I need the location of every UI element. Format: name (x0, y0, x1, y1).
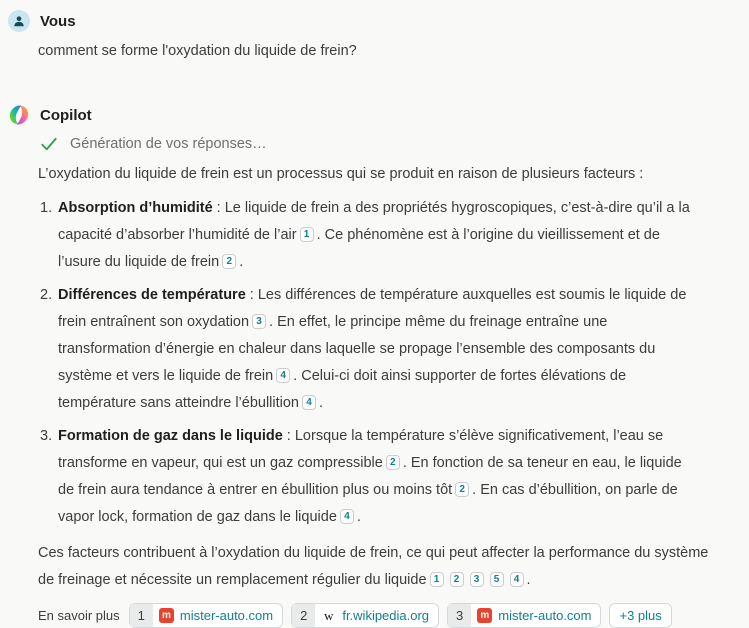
more-sources-chip[interactable] (609, 603, 671, 628)
citation-marker[interactable]: 2 (386, 455, 400, 470)
citation-marker[interactable]: 5 (490, 572, 504, 587)
list-item-number: 2. (40, 287, 53, 303)
citation-marker[interactable]: 3 (470, 572, 484, 587)
status-text: Génération de vos réponses… (70, 136, 267, 152)
source-chip[interactable] (129, 603, 283, 628)
citation-marker[interactable]: 1 (430, 572, 444, 587)
list-item-title: Formation de gaz dans le liquide (58, 428, 283, 444)
source-domain: fr.wikipedia.org (342, 608, 430, 623)
list-item: 3. Formation de gaz dans le liquide : Lorsque la température s’élève significativement, l’eau se transforme en vapeur, qui est un gaz compressible 2 . En fonction de sa teneur en eau, le liquide de frein aura tendance à entrer en ébullition plus ou moins tôt 2 . En cas d’ébullition, on parle de vapor lock, formation de gaz dans le liquide 4 . (38, 423, 695, 531)
user-avatar (8, 10, 30, 32)
check-icon (40, 135, 58, 153)
citation-marker[interactable]: 4 (302, 395, 316, 410)
answer-conclusion: Ces facteurs contribuent à l’oxydation du liquide de frein, ce qui peut affecter la performance du système de freinage et nécessite un remplacement régulier du liquide 1 2 3 5 4 . (38, 545, 709, 588)
source-number: 3 (448, 604, 471, 627)
mister-auto-favicon-icon: m (159, 608, 174, 623)
person-icon (12, 14, 26, 28)
list-item-title: Absorption d’humidité (58, 200, 213, 216)
citation-marker[interactable]: 4 (276, 368, 290, 383)
list-item: 2. Différences de température : Les différences de température auxquelles est soumis le liquide de frein entraînent son oxydation 3 . En effet, le principe même du freinage entraîne une transformation d’énergie en chaleur dans laquelle se propage l’ensemble des composants du système et vers le liquide de frein 4 . Celui-ci doit ainsi supporter de fortes élévations de température sans atteindre l’ébullition 4 . (38, 282, 695, 417)
citation-marker[interactable]: 2 (222, 254, 236, 269)
assistant-message (0, 104, 749, 628)
citation-marker[interactable]: 2 (450, 572, 464, 587)
mister-auto-favicon-icon: m (477, 608, 492, 623)
answer-list (38, 195, 711, 531)
assistant-name: Copilot (40, 106, 92, 124)
source-domain: mister-auto.com (498, 608, 592, 623)
source-chip[interactable] (291, 603, 439, 628)
source-domain: mister-auto.com (179, 608, 274, 623)
source-chip[interactable] (447, 603, 601, 628)
copilot-logo-icon (8, 104, 30, 126)
source-chips (129, 603, 672, 628)
list-item-title: Différences de température (58, 287, 246, 303)
citation-marker[interactable]: 1 (300, 227, 314, 242)
list-item-number: 1. (40, 200, 53, 216)
user-name: Vous (40, 12, 76, 30)
source-number: 2 (292, 604, 315, 627)
citation-marker[interactable]: 4 (510, 572, 524, 587)
answer-intro: L’oxydation du liquide de frein est un processus qui se produit en raison de plusieurs facteurs : (38, 166, 644, 182)
user-message (0, 10, 749, 59)
learn-more-label: En savoir plus (38, 608, 120, 623)
citation-marker[interactable]: 3 (252, 314, 266, 329)
user-question: comment se forme l'oxydation du liquide de frein? (38, 43, 357, 59)
citation-marker[interactable]: 4 (340, 509, 354, 524)
list-item: 1. Absorption d’humidité : Le liquide de frein a des propriétés hygroscopiques, c’est-à-dire qu’il a la capacité d’absorber l’humidité de l’air 1 . Ce phénomène est à l’origine du vieillissement et de l’usure du liquide de frein 2 . (38, 195, 695, 276)
list-item-number: 3. (40, 428, 53, 444)
more-sources-label: +3 plus (619, 608, 662, 623)
generation-status (40, 135, 749, 153)
wikipedia-favicon-icon: w (324, 608, 334, 623)
citation-marker[interactable]: 2 (455, 482, 469, 497)
source-number: 1 (130, 604, 153, 627)
